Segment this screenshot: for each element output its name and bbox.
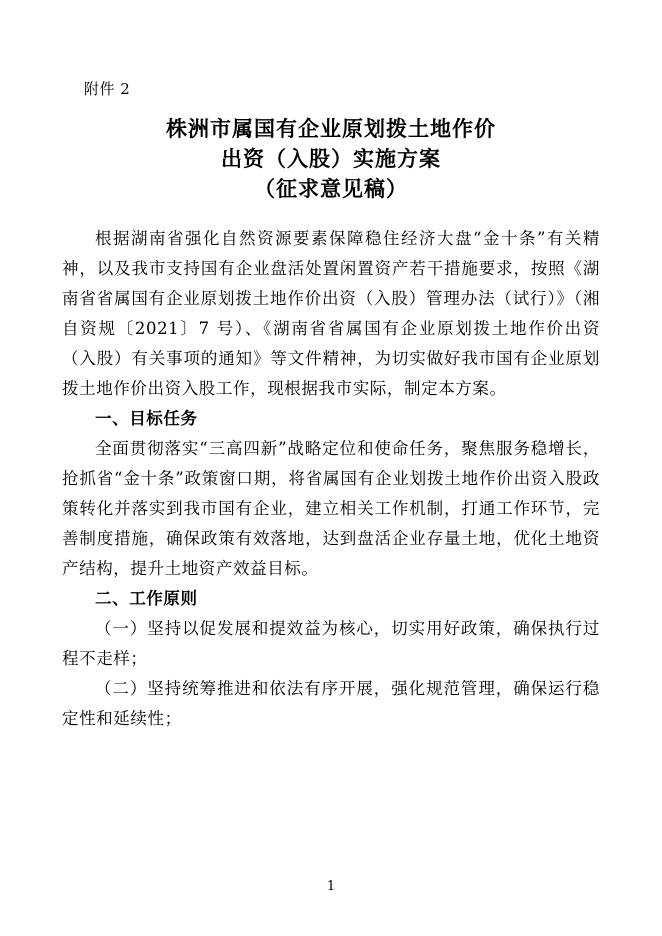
section-heading-objectives: 一、目标任务 xyxy=(95,409,198,428)
paragraph-principle-1: （一）坚持以促发展和提效益为核心，切实用好政策，确保执行过程不走样； xyxy=(62,619,600,668)
page-title xyxy=(62,114,600,204)
attachment-label: 附件 2 xyxy=(84,80,131,98)
paragraph-intro: 根据湖南省强化自然资源要素保障稳住经济大盘“金十条”有关精神，以及我市支持国有企业盘活处置闲置资产若干措施要求，按照《湖南省省属国有企业原划拨土地作价出资（入股）管理办法（试行）》（湘自资规〔2021〕7 号）、《湖南省省属国有企业原划拨土地作价出资（入股）有关事项的通知》等文件精神，为切实做好我市国有企业原划拨土地作价出资入股工作，现根据我市实际，制定本方案。 xyxy=(62,229,600,398)
page-title-line-1: 株洲市属国有企业原划拨土地作价 xyxy=(166,116,496,141)
paragraph-objectives: 全面贯彻落实“三高四新”战略定位和使命任务，聚焦服务稳增长，抢抓省“金十条”政策窗口期，将省属国有企业划拨土地作价出资入股政策转化并落实到我市国有企业，建立相关工作机制，打通工作环节，完善制度措施，确保政策有效落地，达到盘活企业存量土地，优化土地资产结构，提升土地资产效益目标。 xyxy=(62,439,600,578)
page-title-line-3: （征求意见稿） xyxy=(254,176,408,201)
title-spacer xyxy=(62,208,600,224)
page-title-line-2: 出资（入股）实施方案 xyxy=(221,146,441,171)
section-heading-principles: 二、工作原则 xyxy=(95,589,198,608)
page-number: 1 xyxy=(326,879,336,894)
paragraph-principle-2: （二）坚持统筹推进和依法有序开展，强化规范管理，确保运行稳定性和延续性； xyxy=(62,679,600,728)
